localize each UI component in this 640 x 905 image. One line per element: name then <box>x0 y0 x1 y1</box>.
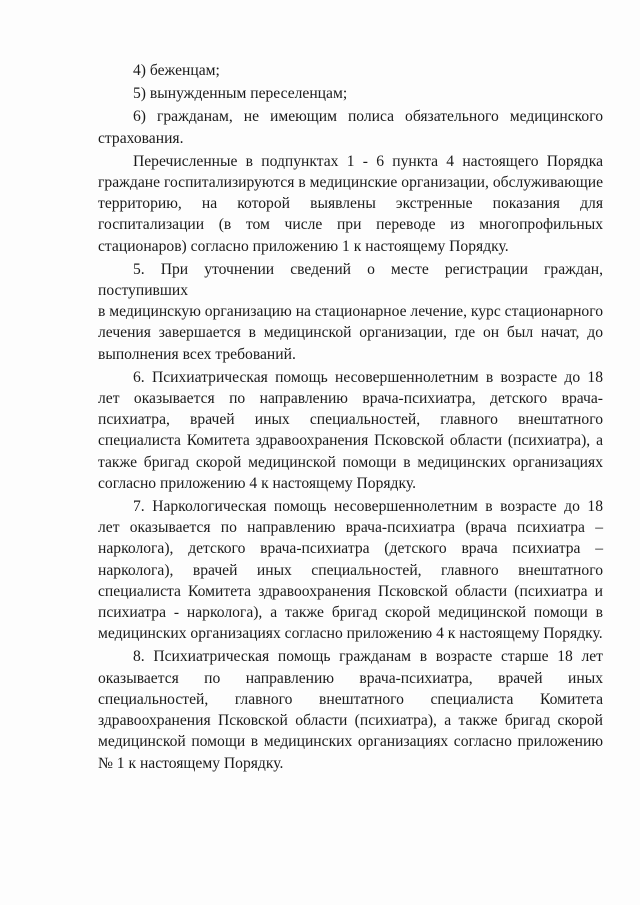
paragraph-5-line-1: 5. При уточнении сведений о месте регистрации граждан, <box>133 260 603 278</box>
list-item-refugees: 4) беженцам; <box>133 62 220 79</box>
list-item-displaced: 5) вынужденным переселенцам; <box>133 85 348 103</box>
paragraph-5-rest: в медицинскую организацию на стационарное лечение, курс стационарного лечения завершается в медицинской организации, где он был начат, до выполнения всех требований. <box>98 303 604 363</box>
list-item-uninsured: 6) гражданам, не имеющим полиса обязательного медицинского страхования. <box>98 108 603 147</box>
paragraph-7-narcological-minors: 7. Наркологическая помощь несовершеннолетним в возрасте до 18 лет оказывается по направлению врача-психиатра (врача психиатра – нарколога), детского врача-психиатра (детского врача психиатра – нарколога), врачей иных специальностей, главного внештатного специалиста Комитета здравоохранения Псковской области (психиатра и психиатра - нарколога), а также бригад скорой медицинской помощи в медицинских организациях согласно приложению 4 к настоящему Порядку. <box>98 498 603 643</box>
paragraph-6-psychiatric-minors: 6. Психиатрическая помощь несовершеннолетним в возрасте до 18 лет оказывается по направлению врача-психиатра, детского врача-психиатра, врачей иных специальностей, главного внештатного специалиста Комитета здравоохранения Псковской области (психиатра), а также бригад скорой медицинской помощи в медицинских организациях согласно приложению 4 к настоящему Порядку. <box>98 368 603 492</box>
paragraph-5-line-2: поступивших <box>98 282 189 300</box>
document-body <box>98 60 603 774</box>
paragraph-hospitalization: Перечисленные в подпунктах 1 - 6 пункта 4 настоящего Порядка граждане госпитализируются в медицинские организации, обслуживающие территорию, на которой выявлены экстренные показания для госпитализации (в том числе при переводе из многопрофильных стационаров) согласно приложению 1 к настоящему Порядку. <box>98 152 603 255</box>
paragraph-8-psychiatric-adults: 8. Психиатрическая помощь гражданам в возрасте старше 18 лет оказывается по направлению врача-психиатра, врачей иных специальностей, главного внештатного специалиста Комитета здравоохранения Псковской области (психиатра), а также бригад скорой медицинской помощи в медицинских организациях согласно приложению № 1 к настоящему Порядку. <box>98 648 603 772</box>
